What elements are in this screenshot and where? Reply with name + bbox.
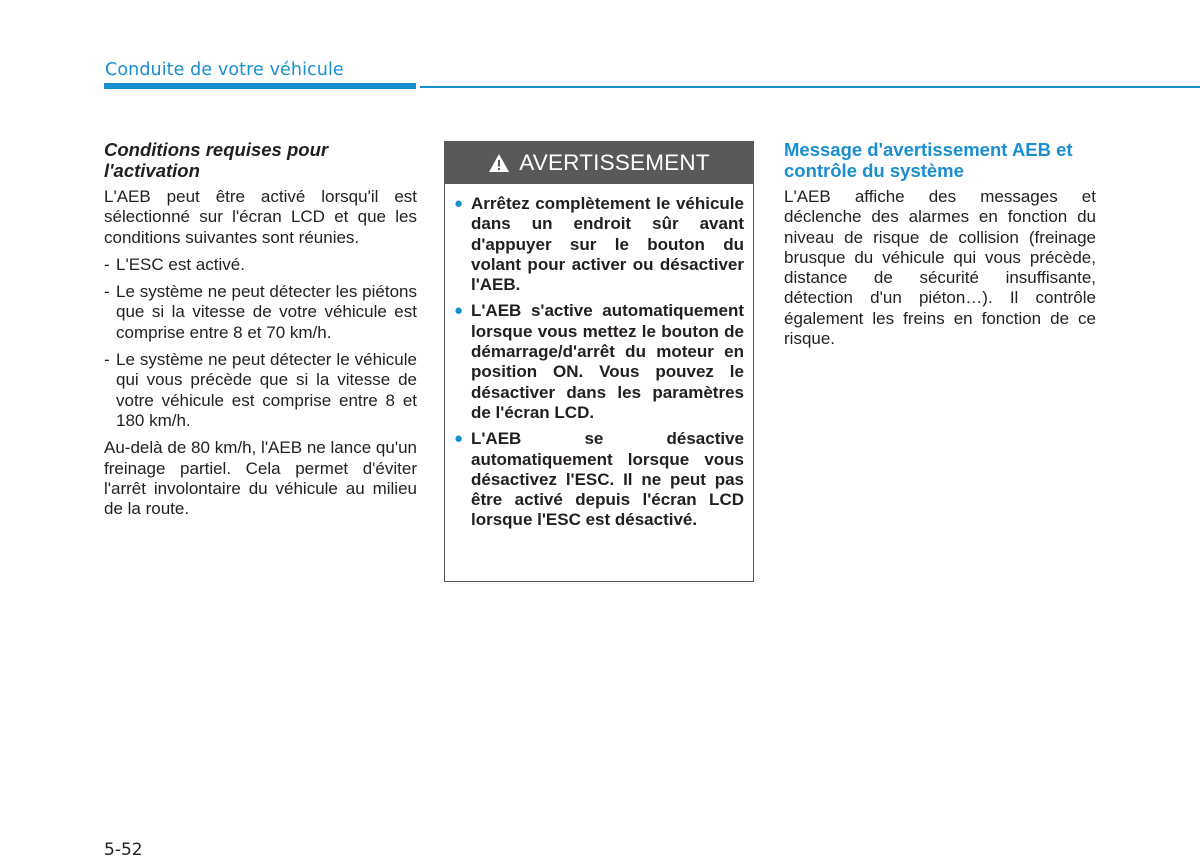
warning-item-text: Arrêtez complètement le véhicule dans un endroit sûr avant d'appuyer sur le bouton du volant pour activer ou désactiver l'AEB. xyxy=(471,194,744,295)
dash-marker: - xyxy=(104,282,110,302)
page-number: 5-52 xyxy=(104,840,143,860)
bullet-dot-icon: ● xyxy=(454,195,464,212)
bullet-dot-icon: ● xyxy=(454,302,464,320)
warning-item xyxy=(453,429,744,530)
activation-intro: L'AEB peut être activé lorsqu'il est sélectionné sur l'écran LCD et que les conditions suivantes sont réunies. xyxy=(104,187,417,247)
aeb-message-heading: Message d'avertissement AEB et contrôle du système xyxy=(784,139,1073,181)
condition-text: L'ESC est activé. xyxy=(116,254,245,274)
section-title: Conduite de votre véhicule xyxy=(105,60,344,80)
warning-item-text: L'AEB s'active automatiquement lorsque vous mettez le bouton de démarrage/d'arrêt du moteur en position ON. Vous pouvez le désactiver dans les paramètres de l'écran LCD. xyxy=(471,301,744,422)
header-rule xyxy=(420,86,1200,88)
warning-box xyxy=(444,141,754,582)
left-column xyxy=(104,139,417,526)
warning-item-text: L'AEB se désactive automatiquement lorsque vous désactivez l'ESC. Il ne peut pas être activé depuis l'écran LCD lorsque l'ESC est désactivé. xyxy=(471,429,744,530)
dash-marker: - xyxy=(104,350,110,370)
right-column xyxy=(784,139,1096,356)
partial-braking-note: Au-delà de 80 km/h, l'AEB ne lance qu'un freinage partiel. Cela permet d'éviter l'arrêt involontaire du véhicule au milieu de la route. xyxy=(104,438,417,519)
bullet-dot-icon: ● xyxy=(454,430,464,448)
warning-triangle-icon xyxy=(488,153,510,173)
warning-title: AVERTISSEMENT xyxy=(519,150,710,175)
condition-item xyxy=(104,350,417,431)
condition-text: Le système ne peut détecter les piétons que si la vitesse de votre véhicule est comprise entre 8 et 70 km/h. xyxy=(116,282,417,342)
header-rule-accent xyxy=(104,83,416,89)
aeb-message-body: L'AEB affiche des messages et déclenche des alarmes en fonction du niveau de risque de collision (freinage brusque du véhicule qui vous précède, distance de sécurité insuffisante, détection d'un piéton…). Il contrôle également les freins en fonction de ce risque. xyxy=(784,187,1096,349)
condition-text: Le système ne peut détecter le véhicule qui vous précède que si la vitesse de votre véhicule est comprise entre 8 et 180 km/h. xyxy=(116,350,417,430)
condition-item xyxy=(104,282,417,343)
condition-item xyxy=(104,255,417,275)
dash-marker: - xyxy=(104,254,110,274)
warning-item xyxy=(453,194,744,295)
warning-header xyxy=(445,142,753,184)
warning-list xyxy=(445,184,753,531)
activation-heading: Conditions requises pour l'activation xyxy=(104,139,329,181)
warning-item xyxy=(453,301,744,423)
